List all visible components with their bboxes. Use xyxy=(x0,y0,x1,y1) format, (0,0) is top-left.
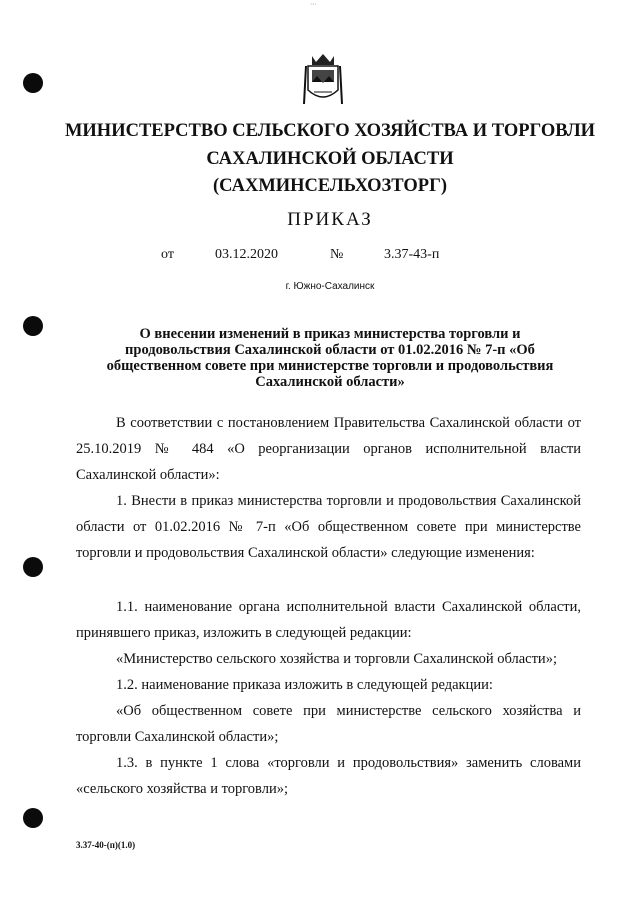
paragraph-1-1: 1.1. наименование органа исполнительной власти Сахалинской области, принявшего приказ, изложить в следующей редакции: xyxy=(76,599,581,641)
ministry-title: МИНИСТЕРСТВО СЕЛЬСКОГО ХОЗЯЙСТВА И ТОРГОВЛИ САХАЛИНСКОЙ ОБЛАСТИ xyxy=(64,121,596,169)
paragraph-1-2-text: «Об общественном совете при министерстве сельского хозяйства и торговли Сахалинской области»; xyxy=(76,703,581,745)
document-type: ПРИКАЗ xyxy=(287,209,373,230)
paragraph-1-1-text: «Министерство сельского хозяйства и торговли Сахалинской области»; xyxy=(116,651,557,667)
number-label: № xyxy=(330,247,344,262)
paragraph-1-2: 1.2. наименование приказа изложить в следующей редакции: xyxy=(116,677,493,693)
scan-mark: ᐧᐧᐧ xyxy=(310,0,317,9)
date-label: от xyxy=(161,247,174,262)
paragraph-preamble: В соответствии с постановлением Правительства Сахалинской области от 25.10.2019 № 484 «О реорганизации органов исполнительной власти Сахалинской области»: xyxy=(76,415,581,483)
order-number: 3.37-43-п xyxy=(384,247,440,262)
punch-hole xyxy=(23,73,43,93)
punch-hole xyxy=(23,557,43,577)
city: г. Южно-Сахалинск xyxy=(285,281,375,292)
punch-hole xyxy=(23,316,43,336)
order-subject: О внесении изменений в приказ министерства торговли и продовольствия Сахалинской области от 01.02.2016 № 7-п «Об общественном совете при министерстве торговли и продовольствия Сахалинской области» xyxy=(106,326,554,390)
paragraph-1: 1. Внести в приказ министерства торговли и продовольствия Сахалинской области от 01.02.2016 № 7-п «Об общественном совете при министерстве торговли и продовольствия Сахалинской области» следующие изменения: xyxy=(76,493,581,561)
coat-of-arms-icon xyxy=(302,52,344,108)
ministry-abbreviation: (САХМИНСЕЛЬХОЗТОРГ) xyxy=(213,176,447,196)
paragraph-1-3: 1.3. в пункте 1 слова «торговли и продовольствия» заменить словами «сельского хозяйства и торговли»; xyxy=(76,755,581,797)
punch-hole xyxy=(23,808,43,828)
form-code: 3.37-40-(п)(1.0) xyxy=(76,840,136,850)
order-date: 03.12.2020 xyxy=(215,247,278,262)
